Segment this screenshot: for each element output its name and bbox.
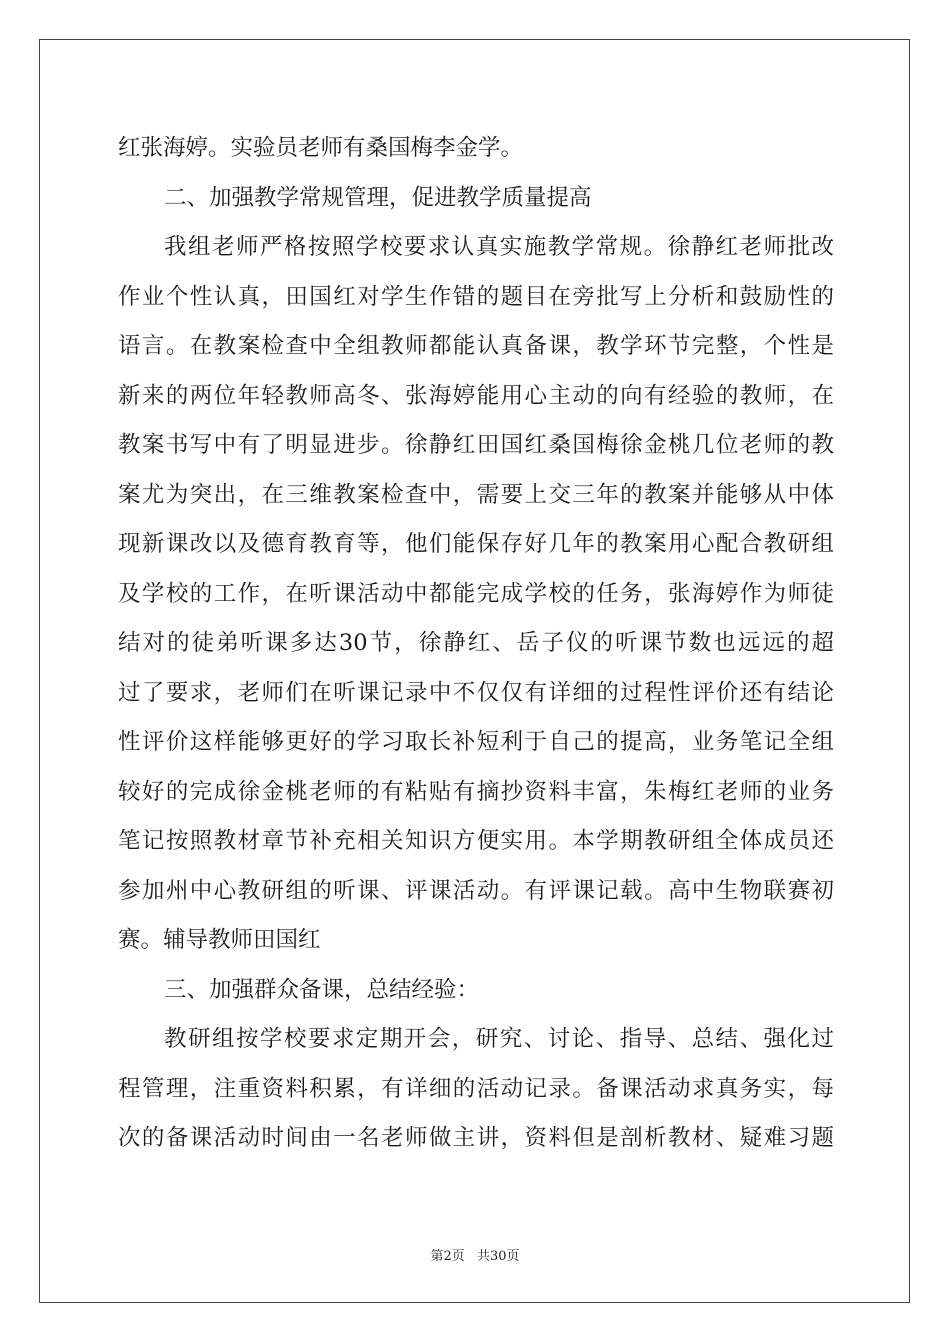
text-line: 案尤为突出，在三维教案检查中，需要上交三年的教案并能够从中体 [118,481,834,508]
section-heading: 三、加强群众备课，总结经验： [164,976,480,1003]
text-line: 赛。辅导教师田国红 [118,927,321,953]
text-line: 结对的徒弟听课多达30节，徐静红、岳子仪的听课节数也远远的超 [118,630,834,656]
section-heading: 二、加强教学常规管理，促进教学质量提高 [164,184,592,211]
text-line: 语言。在教案检查中全组教师都能认真备课，教学环节完整，个性是 [118,333,834,359]
text-line: 及学校的工作，在听课活动中都能完成学校的任务，张海婷作为师徒 [118,580,834,607]
text-line: 参加州中心教研组的听课、评课活动。有评课记载。高中生物联赛初 [118,877,834,904]
text-line: 过了要求，老师们在听课记录中不仅仅有详细的过程性评价还有结论 [118,679,834,706]
page-total: 共30页 [476,1249,520,1264]
text-line: 作业个性认真，田国红对学生作错的题目在旁批写上分析和鼓励性的 [118,283,834,310]
text-line: 笔记按照教材章节补充相关知识方便实用。本学期教研组全体成员还 [118,828,834,854]
text-line: 新来的两位年轻教师高冬、张海婷能用心主动的向有经验的教师，在 [118,382,834,409]
page-number: 第2页 [430,1249,465,1264]
text-line: 较好的完成徐金桃老师的有粘贴有摘抄资料丰富，朱梅红老师的业务 [118,778,834,805]
page-footer [0,1245,950,1264]
text-line: 性评价这样能够更好的学习取长补短利于自己的提高，业务笔记全组 [118,729,834,755]
text-line: 次的备课活动时间由一名老师做主讲，资料但是剖析教材、疑难习题 [118,1125,834,1151]
text-line: 教案书写中有了明显进步。徐静红田国红桑国梅徐金桃几位老师的教 [118,432,834,458]
text-line: 程管理，注重资料积累，有详细的活动记录。备课活动求真务实，每 [118,1075,834,1102]
text-line: 现新课改以及德育教育等，他们能保存好几年的教案用心配合教研组 [118,531,834,557]
text-line: 教研组按学校要求定期开会，研究、讨论、指导、总结、强化过 [164,1026,834,1052]
document-body [118,128,834,1168]
text-line: 红张海婷。实验员老师有桑国梅李金学。 [118,135,524,161]
text-line: 我组老师严格按照学校要求认真实施教学常规。徐静红老师批改 [164,234,834,260]
